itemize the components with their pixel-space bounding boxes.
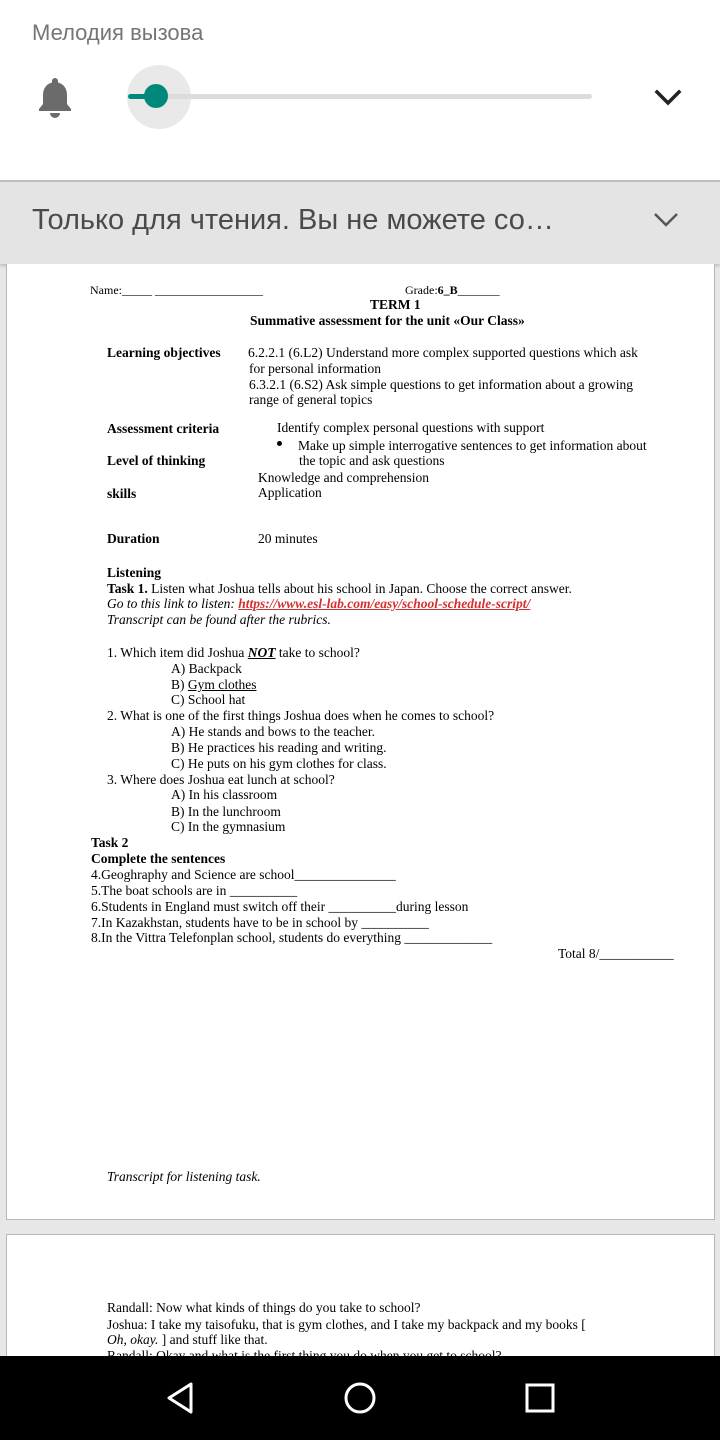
sentence-item: 7.In Kazakhstan, students have to be in school by __________ — [91, 915, 429, 930]
volume-title: Мелодия вызова — [32, 20, 204, 45]
lo-line: for personal information — [249, 361, 381, 376]
transcript-heading: Transcript for listening task. — [107, 1169, 261, 1184]
learning-objectives-label: Learning objectives — [107, 345, 221, 360]
recents-icon[interactable] — [516, 1374, 564, 1422]
volume-slider[interactable] — [128, 94, 592, 99]
criteria-bullet: Make up simple interrogative sentences to get information about — [298, 438, 647, 453]
task1-line — [107, 581, 572, 597]
question-3: 3. Where does Joshua eat lunch at school? — [107, 772, 335, 787]
lo-line: 6.3.2.1 (6.S2) Ask simple questions to get information about a growing — [249, 377, 633, 392]
transcript-line — [107, 1332, 268, 1348]
assessment-criteria-label: Assessment criteria — [107, 421, 220, 436]
lo-line: range of general topics — [249, 392, 373, 407]
bell-icon[interactable] — [36, 76, 74, 118]
name-line: Name:_____ __________________ — [90, 283, 263, 297]
question-emphasis: NOT — [247, 645, 276, 660]
lo-line: 6.2.2.1 (6.L2) Understand more complex supported questions which ask — [248, 345, 638, 360]
criteria-text: Identify complex personal questions with support — [277, 420, 545, 435]
task1-text: Listen what Joshua tells about his school in Japan. Choose the correct answer. — [147, 581, 572, 596]
grade-prefix: Grade: — [405, 283, 438, 297]
sentence-item: 6.Students in England must switch off their __________during lesson — [91, 899, 469, 914]
grade-tail: _______ — [457, 283, 500, 297]
grade-line — [405, 282, 500, 298]
answer-option — [171, 677, 257, 693]
answer-option: A) In his classroom — [171, 787, 278, 802]
answer-option: A) Backpack — [171, 661, 242, 676]
question-text: take to school? — [275, 645, 360, 660]
volume-panel — [0, 0, 720, 180]
criteria-bullet: the topic and ask questions — [299, 453, 445, 468]
readonly-banner-text: Только для чтения. Вы не можете со… — [32, 204, 554, 236]
listening-heading: Listening — [107, 565, 162, 580]
sentence-item: 4.Geoghraphy and Science are school_______________ — [91, 867, 396, 882]
option-text: Gym clothes — [187, 677, 257, 692]
thinking-label: Level of thinking — [107, 453, 206, 468]
option-letter: B) — [171, 677, 188, 692]
duration-value: 20 minutes — [258, 531, 318, 546]
transcript-interjection: Oh, okay. — [107, 1332, 159, 1347]
total-score: Total 8/___________ — [558, 946, 674, 961]
sentence-item: 8.In the Vittra Telefonplan school, students do everything _____________ — [91, 930, 493, 945]
question-1 — [107, 645, 360, 661]
bullet — [277, 441, 282, 446]
readonly-banner[interactable] — [0, 180, 720, 264]
chevron-down-icon[interactable] — [650, 206, 682, 234]
home-icon[interactable] — [336, 1374, 384, 1422]
answer-option: C) He puts on his gym clothes for class. — [171, 756, 387, 771]
grade-value: 6_B — [437, 283, 458, 297]
transcript-line: Joshua: I take my taisofuku, that is gym clothes, and I take my backpack and my books [ — [107, 1317, 586, 1332]
duration-label: Duration — [107, 531, 160, 546]
volume-slider-thumb[interactable] — [144, 84, 168, 108]
transcript-text: ] and stuff like that. — [158, 1332, 268, 1347]
navigation-bar — [0, 1356, 720, 1440]
answer-option: B) In the lunchroom — [171, 804, 281, 819]
link-prefix: Go to this link to listen: — [107, 596, 239, 611]
term-heading: TERM 1 — [370, 297, 421, 312]
back-icon[interactable] — [156, 1374, 204, 1422]
answer-option: C) School hat — [171, 692, 246, 707]
question-2: 2. What is one of the first things Joshua does when he comes to school? — [107, 708, 495, 723]
link-line — [107, 596, 530, 612]
chevron-down-icon[interactable] — [652, 84, 684, 110]
transcript-note: Transcript can be found after the rubrics. — [107, 612, 331, 627]
thinking-label: skills — [107, 486, 137, 501]
complete-heading: Complete the sentences — [91, 851, 226, 866]
answer-option: A) He stands and bows to the teacher. — [171, 724, 375, 739]
task2-heading: Task 2 — [91, 835, 129, 850]
summative-heading: Summative assessment for the unit «Our Class» — [250, 313, 525, 328]
sentence-item: 5.The boat schools are in __________ — [91, 883, 298, 898]
answer-option: B) He practices his reading and writing. — [171, 740, 387, 755]
task1-label: Task 1. — [107, 581, 148, 596]
listening-link[interactable]: https://www.esl-lab.com/easy/school-schedule-script/ — [238, 596, 531, 611]
thinking-value: Knowledge and comprehension — [258, 470, 429, 485]
transcript-line: Randall: Now what kinds of things do you take to school? — [107, 1300, 421, 1315]
answer-option: C) In the gymnasium — [171, 819, 286, 834]
question-text: 1. Which item did Joshua — [107, 645, 248, 660]
thinking-value: Application — [258, 485, 322, 500]
